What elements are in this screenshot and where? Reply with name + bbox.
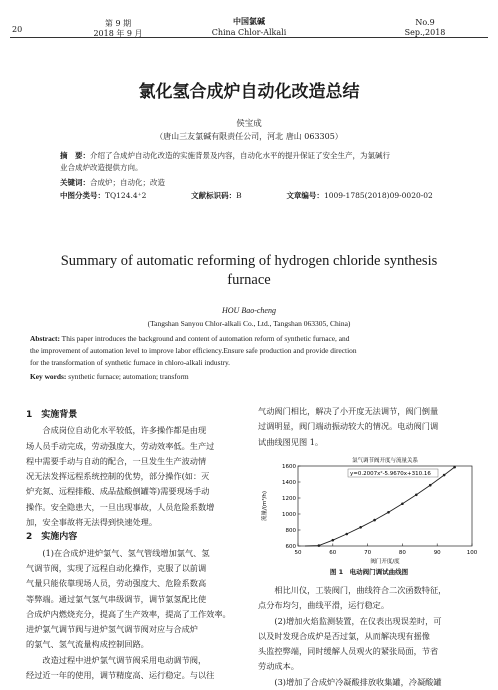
keywords-cn-text: 合成炉；自动化；改造 — [90, 178, 165, 187]
section-body: 以及时发现合成炉是否过氯，从而解决现有摇像 — [258, 630, 430, 641]
x-tick-label: 50 — [294, 550, 302, 556]
author-en: HOU Bao-cheng — [222, 306, 276, 315]
figure-caption: 图 1 电动阀门调试曲线图 — [329, 568, 409, 576]
x-tick-label: 90 — [433, 550, 441, 556]
english-title-line2: furnace — [227, 272, 271, 288]
journal-cn: 中国氯碱 — [233, 16, 265, 26]
english-title — [40, 252, 458, 290]
y-tick-label: 600 — [285, 544, 296, 550]
keywords-en-text: synthetic furnace; automation; transform — [66, 372, 189, 381]
section-body: 况无法发挥远程系统控制的优势，部分操作(如：灭 — [26, 471, 210, 482]
data-point — [387, 511, 390, 514]
section-body: 经过近一年的使用，调节精度高、运行稳定。与以往 — [26, 670, 215, 681]
issue-cn: 第 9 期 — [104, 19, 132, 28]
x-tick-label: 80 — [398, 550, 406, 556]
series-line — [305, 467, 455, 546]
y-tick-label: 1000 — [282, 512, 296, 518]
section-body: 劳动成本。 — [258, 661, 299, 672]
section-heading-content: 2 实施内容 — [26, 532, 78, 543]
abstract-en-line2: the improvement of automation level to improve labor efficiency.Ensure safe production and provide direction — [30, 346, 357, 355]
data-point — [443, 474, 446, 477]
section-body: 炉充氮、远程排酸、成品盐酸倒罐等)需要现场手动 — [26, 486, 210, 497]
section-body: 相比川仪，工装阀门，曲线符合二次函数特征， — [274, 585, 447, 595]
x-tick-label: 100 — [466, 550, 478, 556]
data-point — [359, 526, 362, 529]
right-column-top — [258, 404, 480, 450]
section-body: (2)增加火焰监测装置，在仪表出现误差时，可 — [258, 615, 442, 626]
section-body: 操作。安全隐患大，一旦出现事故，人员危险系数增 — [26, 501, 215, 512]
y-tick-label: 1400 — [282, 480, 296, 486]
header-rule — [10, 37, 488, 38]
abstract-cn — [60, 150, 450, 174]
data-point — [453, 466, 456, 469]
data-point — [345, 533, 348, 536]
section-body: 过调明显，阀门端动振动较大的情况。电动阀门调 — [258, 421, 439, 432]
section-body: 改造过程中进炉氯气调节阀采用电动调节阀， — [26, 654, 207, 665]
abstract-en-line3: for the transformation of synthetic furnace in chloro-alkali industry. — [30, 358, 231, 367]
data-point — [318, 544, 321, 547]
clc-value: TQ124.4⁺2 — [105, 191, 147, 200]
keywords-en-label: Key words: — [30, 372, 67, 381]
section-body: 等弊端。通过氯气氢气串级调节，调节氯氢配比使 — [26, 593, 207, 604]
classification-line — [60, 190, 450, 202]
x-tick-label: 60 — [329, 550, 337, 556]
data-point — [373, 519, 376, 522]
data-point — [415, 494, 418, 497]
abstract-en — [30, 333, 475, 369]
trendline-equation: y=0.2007x²-5.9670x+310.16 — [350, 471, 431, 477]
chart-title: 氯气调节阀开度与流量关系 — [351, 458, 419, 464]
section-body: 程中需要手动与自动的配合，一旦发生生产波动情 — [26, 455, 207, 466]
english-title-line1: Summary of automatic reforming of hydrogen chloride synthesis — [60, 253, 438, 269]
section-body: 气量只能依靠现场人员，劳动强度大、危险系数高 — [26, 578, 207, 589]
journal-en: China Chlor-Alkali — [211, 28, 287, 37]
section-body: 加，安全事故将无法得到快速处理。 — [26, 517, 158, 528]
section-body: 气动阀门相比，解决了小开度无法调节，阀门倒量 — [258, 406, 439, 416]
clc-label: 中图分类号： — [60, 191, 105, 200]
data-point — [332, 539, 335, 542]
section-body: 进炉氯气调节阀与进炉氢气调节阀对应与合成炉 — [26, 624, 198, 635]
author-cn: 侯宝成 — [236, 119, 262, 129]
date-cn: 2018 年 9 月 — [93, 29, 143, 38]
date-en: Sep.,2018 — [404, 28, 446, 37]
section-heading-background: 1 实施背景 — [26, 410, 78, 420]
abstract-en-line1: This paper introduces the background and content of automation reform of synthetic furnace, and — [59, 334, 350, 343]
affiliation-cn: （唐山三友氯碱有限责任公司，河北 唐山 063305） — [155, 132, 343, 141]
section-body: 场人员手动完成，劳动强度大，劳动效率低。生产过 — [26, 440, 215, 451]
left-column — [26, 408, 250, 683]
section-body: 头监控弊端，同时缓解人员观火的紧张局面，节省 — [258, 646, 439, 657]
x-axis-label: 阀门开度/度 — [370, 559, 400, 564]
article-no-label: 文章编号： — [286, 191, 324, 200]
data-point — [401, 502, 404, 505]
abstract-cn-label: 摘 要： — [60, 151, 90, 160]
doc-code-label: 文献标识码： — [191, 191, 237, 200]
issue-en: No.9 — [415, 18, 435, 27]
abstract-en-label: Abstract: — [30, 334, 60, 343]
data-point — [429, 484, 432, 487]
x-tick-label: 70 — [364, 550, 372, 556]
section-body: 合成炉内燃烧充分，提高了生产效率，提高了工作效率。 — [26, 608, 231, 619]
y-tick-label: 800 — [285, 528, 296, 534]
page-number: 20 — [12, 25, 23, 34]
section-body: 点分布均匀，曲线平滑，运行稳定。 — [258, 600, 390, 611]
doc-code-value: B — [236, 191, 242, 200]
plot-frame — [298, 466, 472, 546]
keywords-en — [30, 372, 475, 381]
section-body: 合成岗位自动化水平较低，许多操作都是由现 — [26, 425, 207, 436]
figure-1-chart — [258, 454, 480, 564]
article-no-value: 1009-1785(2018)09-0020-02 — [323, 191, 433, 200]
abstract-cn-line: 业合成炉改造提供方向。 — [60, 163, 143, 172]
keywords-cn-label: 关键词： — [60, 178, 90, 187]
section-body: (1)在合成炉进炉氯气、氢气管线增加氯气、氢 — [26, 547, 210, 558]
keywords-cn — [60, 177, 450, 189]
section-body: 的氯气、氢气流量构成控制回路。 — [26, 639, 149, 650]
abstract-cn-line: 介绍了合成炉自动化改造的实施背景及内容，自动化水平的提升保证了安全生产，为氯碱行 — [90, 151, 390, 160]
y-tick-label: 1200 — [282, 496, 296, 502]
y-tick-label: 1600 — [282, 464, 296, 470]
y-axis-label: 流量/(m³/h) — [262, 490, 268, 522]
section-body: 气调节阀，实现了远程自动化操作，克服了以前调 — [26, 562, 207, 573]
section-body: 试曲线图见图 1。 — [258, 436, 324, 447]
page-title: 氯化氢合成炉自动化改造总结 — [138, 82, 360, 102]
right-column-bottom — [258, 583, 480, 690]
section-body: (3)增加了合成炉冷凝酸排放收集罐，冷凝酸罐 — [258, 676, 442, 687]
affiliation-en: (Tangshan Sanyou Chlor-alkali Co., Ltd., Tangshan 063305, China) — [147, 319, 351, 328]
